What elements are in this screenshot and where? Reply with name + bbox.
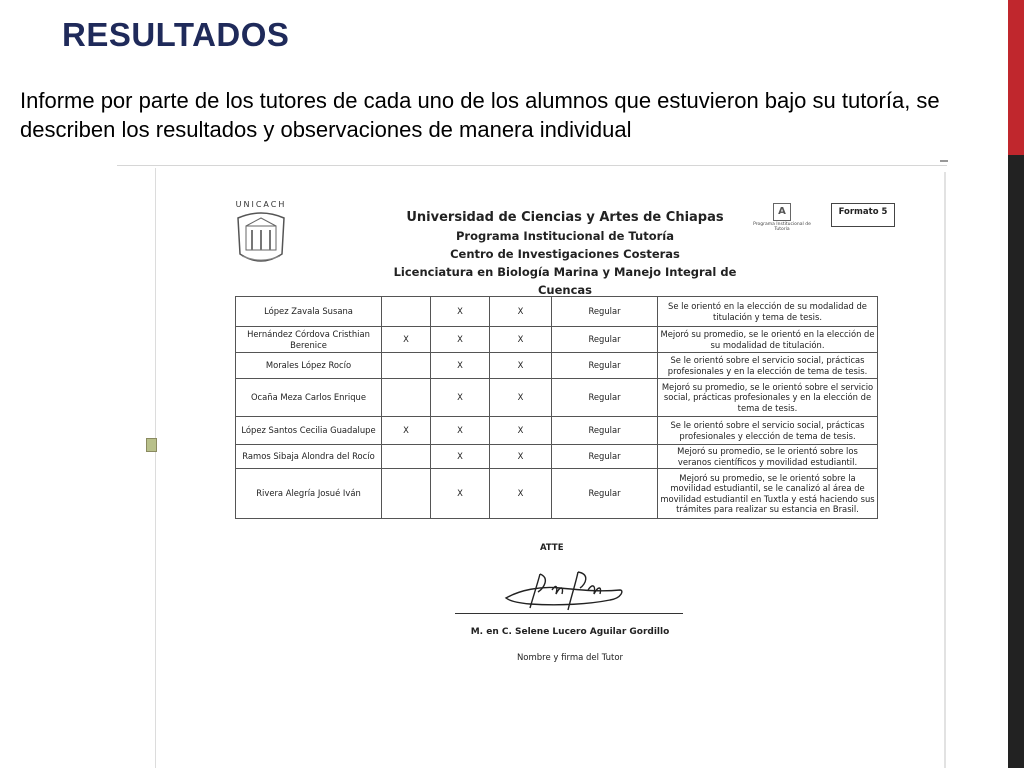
- check-cell: X: [431, 353, 490, 379]
- student-name: Ramos Sibaja Alondra del Rocío: [236, 445, 382, 469]
- check-cell: X: [490, 379, 552, 417]
- student-name: Ocaña Meza Carlos Enrique: [236, 379, 382, 417]
- status-cell: Regular: [552, 297, 658, 327]
- accent-bar-dark: [1008, 155, 1024, 768]
- check-cell: X: [382, 327, 431, 353]
- check-cell: [382, 379, 431, 417]
- check-cell: X: [431, 379, 490, 417]
- binder-clip-icon: [146, 438, 157, 452]
- program-logo-icon: A: [773, 203, 791, 221]
- atte-label: ATTE: [540, 543, 564, 553]
- scan-edge: [117, 165, 947, 166]
- student-name: López Santos Cecilia Guadalupe: [236, 417, 382, 445]
- table-row: [236, 327, 878, 353]
- status-cell: Regular: [552, 469, 658, 519]
- observation-cell: Mejoró su promedio, se le orientó en la elección de su modalidad de titulación.: [658, 327, 878, 353]
- check-cell: X: [431, 469, 490, 519]
- check-cell: [382, 353, 431, 379]
- observation-cell: Mejoró su promedio, se le orientó sobre el servicio social, prácticas profesionales y en la elección de tema de tesis.: [658, 379, 878, 417]
- table-row: [236, 469, 878, 519]
- check-cell: X: [490, 297, 552, 327]
- check-cell: [382, 297, 431, 327]
- student-name: Morales López Rocío: [236, 353, 382, 379]
- seal-text: UNICACH: [235, 200, 287, 209]
- table-row: [236, 445, 878, 469]
- program-name: Programa Institucional de Tutoría: [456, 229, 674, 243]
- seal-emblem-icon: [232, 200, 290, 270]
- check-cell: X: [490, 417, 552, 445]
- student-name: Hernández Córdova Cristhian Berenice: [236, 327, 382, 353]
- signer-caption: Nombre y firma del Tutor: [516, 653, 624, 663]
- student-name: López Zavala Susana: [236, 297, 382, 327]
- table-row: [236, 353, 878, 379]
- status-cell: Regular: [552, 445, 658, 469]
- check-cell: X: [382, 417, 431, 445]
- check-cell: X: [431, 297, 490, 327]
- table-row: [236, 297, 878, 327]
- university-seal-logo: [232, 200, 290, 270]
- observation-cell: Se le orientó sobre el servicio social, prácticas profesionales y elección de tema de tesis.: [658, 417, 878, 445]
- check-cell: X: [490, 445, 552, 469]
- status-cell: Regular: [552, 327, 658, 353]
- scan-mark: [940, 160, 948, 162]
- handwritten-signature-icon: [500, 568, 630, 616]
- degree-name: Licenciatura en Biología Marina y Manejo Integral de Cuencas: [393, 265, 737, 297]
- document-header: [380, 208, 750, 299]
- check-cell: X: [431, 417, 490, 445]
- accent-bar-red: [1008, 0, 1024, 155]
- observation-cell: Mejoró su promedio, se le orientó sobre los veranos científicos y movilidad estudiantil.: [658, 445, 878, 469]
- center-name: Centro de Investigaciones Costeras: [450, 247, 680, 261]
- slide-body-text: Informe por parte de los tutores de cada uno de los alumnos que estuvieron bajo su tutoría, se describen los resultados y observaciones de manera individual: [20, 88, 940, 142]
- program-logo-text: Programa Institucional de Tutoría: [753, 222, 811, 232]
- status-cell: Regular: [552, 379, 658, 417]
- table-row: [236, 417, 878, 445]
- signer-name: M. en C. Selene Lucero Aguilar Gordillo: [470, 627, 670, 637]
- check-cell: [382, 445, 431, 469]
- check-cell: X: [431, 445, 490, 469]
- observation-cell: Se le orientó en la elección de su modalidad de titulación y tema de tesis.: [658, 297, 878, 327]
- university-name: Universidad de Ciencias y Artes de Chiapas: [406, 210, 724, 225]
- format-label: Formato 5: [831, 203, 895, 227]
- student-results-table: [235, 296, 878, 519]
- scan-edge: [944, 172, 946, 768]
- check-cell: X: [490, 327, 552, 353]
- check-cell: X: [431, 327, 490, 353]
- observation-cell: Se le orientó sobre el servicio social, prácticas profesionales y en la elección de tema de tesis.: [658, 353, 878, 379]
- student-name: Rivera Alegría Josué Iván: [236, 469, 382, 519]
- check-cell: X: [490, 353, 552, 379]
- check-cell: [382, 469, 431, 519]
- slide-title: RESULTADOS: [62, 16, 290, 53]
- status-cell: Regular: [552, 353, 658, 379]
- scan-edge: [155, 168, 156, 768]
- signature-line: [455, 613, 683, 614]
- tutoring-program-logo: [752, 203, 812, 243]
- check-cell: X: [490, 469, 552, 519]
- observation-cell: Mejoró su promedio, se le orientó sobre la movilidad estudiantil, se le canalizó al área de movilidad estudiantil en Tuxtla y está haciendo sus trámites para realizar su estancia en Brasil.: [658, 469, 878, 519]
- table-row: [236, 379, 878, 417]
- status-cell: Regular: [552, 417, 658, 445]
